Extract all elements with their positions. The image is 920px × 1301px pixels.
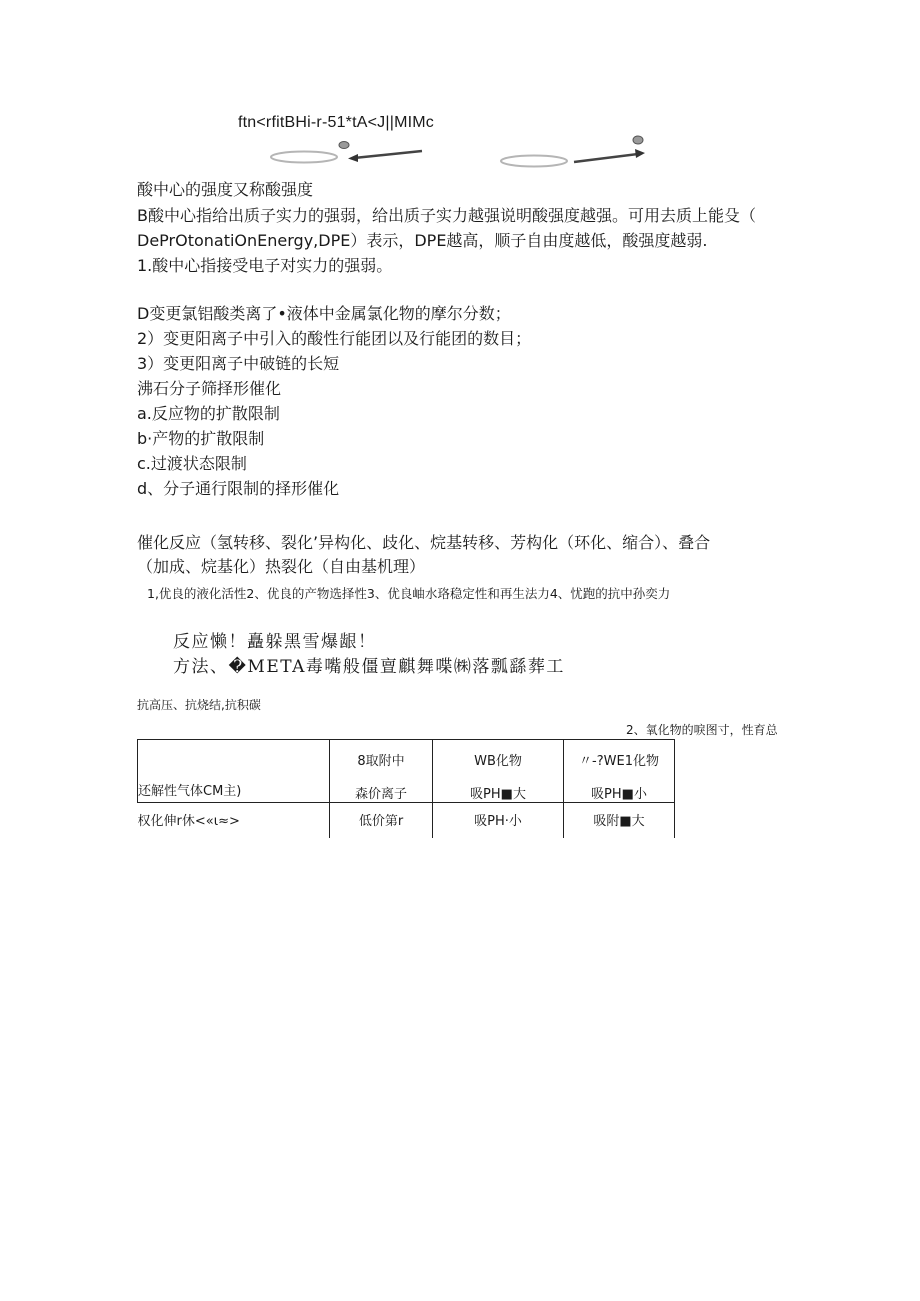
cell-text: 低价第r <box>358 814 404 829</box>
cell-text: 8取附中 <box>357 754 405 769</box>
zeolite-item: c.过渡状态限制 <box>137 454 247 473</box>
table-cell <box>564 740 675 803</box>
cell-text: 吸PH■小 <box>591 787 647 802</box>
figure-caption: ftn<rfitBHi-r-51*tA<J||MIMc <box>238 114 434 131</box>
reaction-line-1: 催化反应（氢转移、裂化’异构化、歧化、烷基转移、芳构化（环化、缩合）、叠合 <box>137 533 711 552</box>
comparison-table <box>137 739 675 838</box>
reaction-line-2: （加成、烷基化）热裂化（自由基机理） <box>137 557 426 576</box>
diagram-right <box>498 130 663 170</box>
acid-line-3: 1.酸中心指接受电子对实力的强弱。 <box>137 256 393 275</box>
cell-text: 权化伸r休<«ι≈> <box>137 814 240 829</box>
diagram-left <box>268 136 438 172</box>
change-line-1: D变更氯铝酸类离了•液体中金属氯化物的摩尔分数； <box>137 304 511 323</box>
table-cell <box>433 803 564 839</box>
arrow-left <box>354 151 422 158</box>
zeolite-item: a.反应物的扩散限制 <box>137 404 280 423</box>
note-right: 2、氧化物的唳图寸，性育总 <box>626 723 778 737</box>
cell-text: WB化物 <box>474 754 522 769</box>
arrow-right <box>574 154 638 162</box>
zeolite-item: d、分子通行限制的择形催化 <box>137 479 340 498</box>
cell-text: 〃-?WE1化物 <box>579 754 659 769</box>
cell-text: 吸PH■大 <box>470 787 526 802</box>
arrowhead-right <box>635 149 645 158</box>
ellipse-left <box>271 152 337 163</box>
table-cell <box>138 803 330 839</box>
table-row <box>138 740 675 803</box>
table-cell <box>138 740 330 803</box>
ellipse-right <box>501 156 567 167</box>
change-line-2: 2）变更阳离子中引入的酸性行能团以及行能团的数目； <box>137 329 532 348</box>
calligraphy-line-2: 方法、�META毒嘴般僵亶麒舞喋㈱落瓢繇葬工 <box>173 657 565 677</box>
table-cell <box>330 803 433 839</box>
cell-text: 吸PH·小 <box>474 814 522 829</box>
zeolite-title: 沸石分子筛择形催化 <box>137 379 282 398</box>
dot-left <box>339 142 349 149</box>
change-line-3: 3）变更阳离子中破链的长短 <box>137 354 340 373</box>
arrowhead-left <box>348 154 358 162</box>
advantages-line: 1,优良的液化活性2、优良的产物选择性3、优良岫水珞稳定性和再生法力4、忧跑的抗中孙奕力 <box>147 586 671 601</box>
acid-line-2: DePrOtonatiOnEnergy,DPE）表示，DPE越高，顺子自由度越低，酸强度越弱. <box>137 231 708 250</box>
calligraphy-line-1: 反应懒！矗躲黑雪爆龈！ <box>173 632 377 652</box>
cell-text: 还解性气体CM主) <box>138 784 242 799</box>
cell-text: 吸附■大 <box>593 814 645 829</box>
note-left: 抗高压、抗烧结,抗积碳 <box>137 698 261 712</box>
cell-text: 森价离子 <box>354 787 407 802</box>
table-cell <box>433 740 564 803</box>
table-cell <box>330 740 433 803</box>
acid-line-1: B酸中心指给出质子实力的强弱，给出质子实力越强说明酸强度越强。可用去质上能殳（ <box>137 206 756 225</box>
table-cell <box>564 803 675 839</box>
table-row <box>138 803 675 839</box>
acid-section-title: 酸中心的强度又称酸强度 <box>137 180 314 199</box>
dot-right <box>633 136 643 144</box>
zeolite-item: b·产物的扩散限制 <box>137 429 265 448</box>
